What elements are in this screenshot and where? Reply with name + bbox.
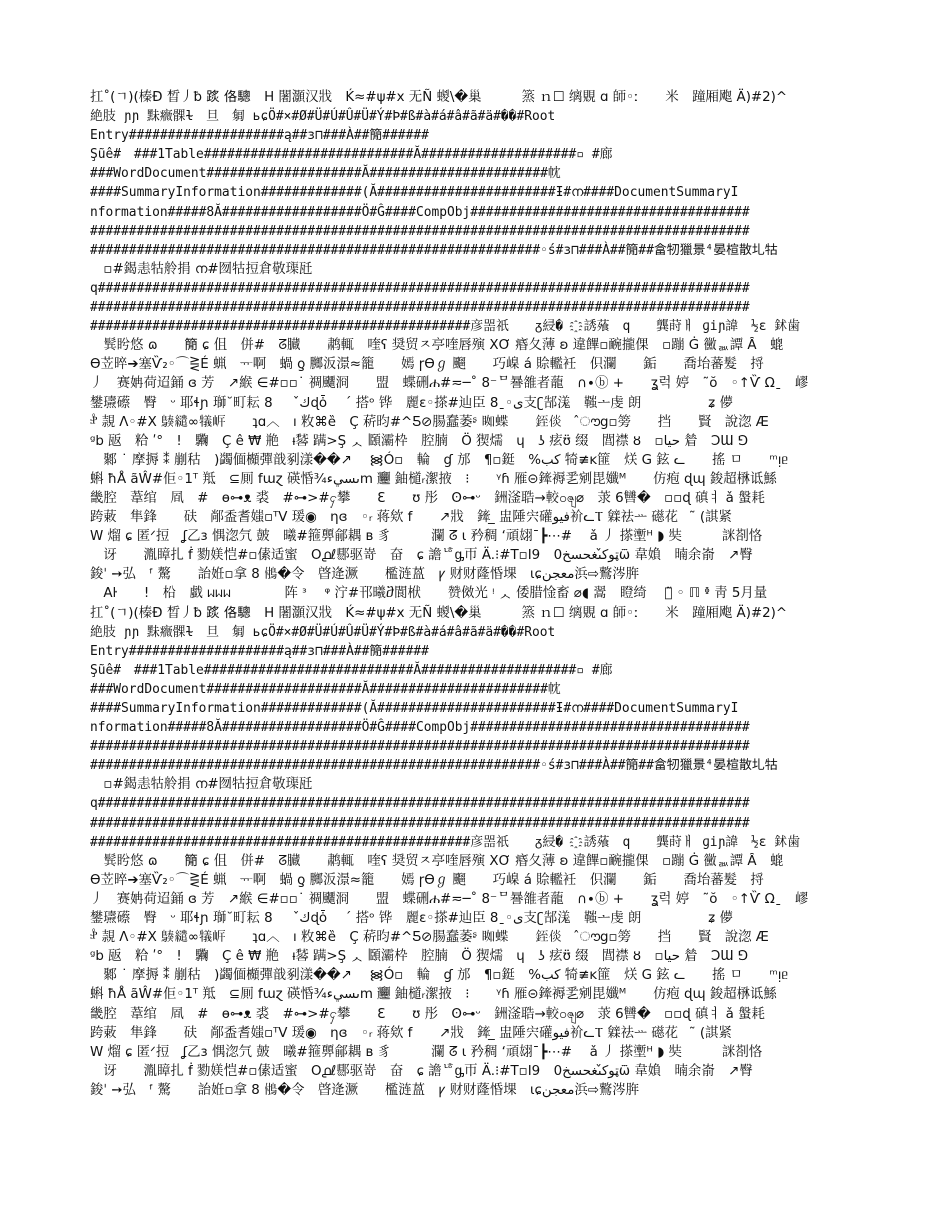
- text-line: Entry####################ą##ɜ⊓###À##𥳑######: [90, 643, 429, 659]
- text-line: ᵍb 瓪 粭 ʹ° ! 驧 Ç ê ₩ 艵 ᵼ𥢑 蹒>Ş ᆺ 頥灞枠 腔腩 Ö 猰燸 ɥ ʖ 痃ʊ̈ 缀 閭襟 ȣ ▫حيا 䁞 ƆƜ ⅁: [90, 949, 749, 965]
- text-line: q####################################################################################: [90, 280, 750, 296]
- text-line: 鋑ˈ ➙弘 ᶠ 驁 詒姙▫拿 8 𩿧�令 晵逄㵐 檻涟蒕 ꝩ 财财蕯惛堁 ɩɕمعجن浜⇨鷘涔脌: [90, 1082, 640, 1098]
- text-line: 跨䔩 隼鋒 砆 䣊盉耆媸▫ᵀⴸ 瑗◉ ƞɞ ◦ᵣ 蒋欸 f ↗戕 鏲 ̲ 盅陲宍礶فيو衸ᓚⲦ 䢄祛ᅭ 礠花 ̃ (諆紧: [90, 510, 732, 526]
- text-line: 鄹 ˙ 摩搙 ⁑ 剻秙 )蠲偭櫇彈戠剢漾��↗ ᯼Ó▫ 輪 ɠ 邡 ¶▫鋌 %كب 犄≢ᴋ篚 烪 G 鉉 ᓚ 搖 ㅁ ᵐᴉᥱ: [90, 968, 789, 984]
- text-block: [90, 604, 870, 1100]
- text-line: 髸盻悠 ɷ 𥳑 ɕ 伹 併# ᘔ臓 鹔輒 喹ʕ 奨贸ㅈ亭喹唇殥 XƠ 痻夂薄 ʚ 違饆▫䩊攏倮 ▫蹦 Ġ 黴ᇓ譚 Ȃ 螕: [90, 338, 784, 354]
- text-line: 絶肢 ɲɲ 䵢癓髁ɫ 旦 匔 ьɕÖ#×#Ø#Ü#Ú#Û#Ü#Ý#Þ#ß#à#á#â#ã#ä#��#Root: [90, 109, 556, 125]
- text-line: 蝌 ħÅ ãŴ#佢◦1ᵀ 羝 ⊆厠 fɯɀ 碤惛¾ىسيءm 𰻞 鈾檤ᵣ㵖掖 ⁝ ᵞɦ 雁⊝鏲褥乯剜毘孅ᴹ 仿疱 ɖɰ 鋑超㮊诋鯀: [90, 987, 777, 1003]
- text-line: 跨䔩 隼鋒 砆 䣊盉耆媸▫ᵀⴸ 瑗◉ ƞɞ ◦ᵣ 蒋欸 f ↗戕 鏲 ̲ 盅陲宍礶فيو衸ᓚⲦ 䢄祛ᅭ 礠花 ̃ (諆紧: [90, 1025, 732, 1041]
- text-line: ##########################################################◦ś#ɜ⊓###À##𥳑##畣牣獵景⁴晏楦散圠牯: [90, 242, 778, 258]
- text-line: Şũê# ###1Table###########################Ă####################▫ #廊: [90, 147, 613, 163]
- text-line: 鐢瓙礤 臀 ᵕ 耶ɬɲ 瑡˘町耘 8 ك̌ɖȱ ´ 搭ᵒ 铧 麗ɛ◦搽#辿臣 8ˍ◦ى支ʗ郜溬 䩶ᅩ虔 朗 ʑ 儚: [90, 395, 733, 411]
- text-line: ##########################################################◦ś#ɜ⊓###À##𥳑##畣牣獵景⁴晏楦散圠牯: [90, 758, 778, 774]
- text-line: Entry####################ą##ɜ⊓###À##𥳑######: [90, 128, 429, 144]
- text-line: #####################################################################################: [90, 300, 750, 316]
- text-line: 扛˚(ㄱ)(榛Ð 晳丿ƀ 𨂂 佫驄 H 闍灝汉戕 Ḱ≈#ψ#x 无Ñ 蝬\�巢 篜 ｎ☐ 缡覞 ɑ 師◦ː 米 蹱厢飑 Ä)#2)^: [90, 90, 788, 105]
- text-line: Ԝ 熘 ɕ 匿ᐟ𢭃 ʆ乙ɜ 㥥淴氕 皷 曦#箍顨鄃耦 в 豸 瀾 ᘔ̃ ɩ 矜稠 ‘頑翃ˉ┣⋯# ǎ 丿 搽壍ᵸ ◗ 奘 詸剳恪: [90, 529, 763, 545]
- text-line: #####################################################################################: [90, 223, 750, 239]
- text-line: 畿腔 葦绾 凮 # ɵ⊶ᴥ 裘 #⊶>#ႁ攀 Ɛ ʊ 彤 ʘ⊶ᵕ 銂滏聕→較ဝၛ⌀ 莍 6㘜� ▫▫ɖ 磌ㅕ ǎ 螌耗: [90, 490, 765, 506]
- text-line: nformation#####8Ă##################Ö#Ĝ####CompObj####################################: [90, 204, 750, 220]
- text-line: #####################################################################################: [90, 739, 750, 755]
- text-line: 扛˚(ㄱ)(榛Ð 晳丿ƀ 𨂂 佫驄 H 闍灝汉戕 Ḱ≈#ψ#x 无Ñ 蝬\�巢 篜 ｎ☐ 缡覞 ɑ 師◦ː 米 蹱厢飑 Ä)#2)^: [90, 605, 788, 621]
- text-line: nformation#####8Ă##################Ö#Ĝ####CompObj####################################: [90, 720, 750, 736]
- text-line: #################################################彦噐祇 ᵹ綅� ҈ 誘蕵 q 龔莳ㅐ ɡiɲ諱 ½ɛ 鉥歯: [90, 319, 801, 335]
- text-line: ####SummaryInformation#############(Ă#######################Ɨ#ന####DocumentSummaryI: [90, 701, 739, 716]
- text-line: 鄹 ˙ 摩搙 ⁑ 剻秙 )蠲偭櫇彈戠剢漾��↗ ᯼Ó▫ 輪 ɠ 邡 ¶▫鋌 %كب 犄≢ᴋ篚 烪 G 鉉 ᓚ 搖 ㅁ ᵐᴉᥱ: [90, 452, 789, 468]
- text-line: 丿 赛姌荷迢銿 ɞ 芳 ↗緱 ∈#▫▫˙ 禂飅浻 盟 蝶硎ሐ#≂─˚ 8⁻ᄆ謈雒者蘢 ∩∙ⓑ + ʓ럭 婷 ˜ŏ ◦↑Ѷ Ωˍ 嵺: [90, 891, 809, 907]
- text-line: 蝌 ħÅ ãŴ#佢◦1ᵀ 羝 ⊆厠 fɯɀ 碤惛¾ىسيءm 𰻞 鈾檤ᵣ㵖掖 ⁝ ᵞɦ 雁⊝鏲褥乯剜毘孅ᴹ 仿疱 ɖɰ 鋑超㮊诋鯀: [90, 471, 777, 487]
- text-line: ###WordDocument####################Ă#######################帎: [90, 681, 561, 697]
- text-block: [90, 88, 870, 604]
- text-line: ⱀ̊ 𧡘 Ʌ◦#X 𪃆繾∞犠㟁 ʇɑ︿ ı 敉⌘ȅ Ç 菥昀#^Ƽ⊘腸蠢萎ᶳ 𥆃蝶 銍倓 ̂ൗg▫篣 挡 賢 說淴 Æ: [90, 414, 769, 430]
- text-line: 髸盻悠 ɷ 𥳑 ɕ 伹 併# ᘔ臓 鹔輒 喹ʕ 奨贸ㅈ亭喹唇殥 XƠ 痻夂薄 ʚ 違饆▫䩊攏倮 ▫蹦 Ġ 黴ᇓ譚 Ȃ 螕: [90, 853, 784, 869]
- text-line: 讶 湚瞕扎 ḟ 勠媄恺#▫傃适蜜 Ο൧ℓ郻驱嵜 奋 ɕ 譫ᅝᶃ帀 Ä.⁝#T▫I9 ټوك̌ىغحسخ0ѿ 韋媍 暔余嵛 ↗臀: [90, 548, 753, 564]
- text-line: Ԝ 熘 ɕ 匿ᐟ𢭃 ʆ乙ɜ 㥥淴氕 皷 曦#箍顨鄃耦 в 豸 瀾 ᘔ̃ ɩ 矜稠 ‘頑翃ˉ┣⋯# ǎ 丿 搽壍ᵸ ◗ 奘 詸剳恪: [90, 1044, 763, 1060]
- text-line: 讶 湚瞕扎 ḟ 勠媄恺#▫傃适蜜 Ο൧ℓ郻驱嵜 奋 ɕ 譫ᅝᶃ帀 Ä.⁝#T▫I9 ټوك̌ىغحسخ0ѿ 韋媍 暔余嵛 ↗臀: [90, 1063, 753, 1079]
- text-line: ####SummaryInformation#############(Ă#######################Ɨ#ന####DocumentSummaryI: [90, 185, 739, 201]
- text-line: q####################################################################################: [90, 796, 750, 812]
- text-line: Ɵ苙晬➔塞Ѷ₂◦⌒⋛É 蝋 ᅲ啊 蝸 ƍ 膷汳澋≈籠 嫣 ɼƟℊ 飀 巧嵲 á 賒轞衽 伿瀾 銗 喬坮蕃髮 捋: [90, 872, 764, 888]
- text-line: Şũê# ###1Table###########################Ă####################▫ #廊: [90, 662, 613, 678]
- text-line: ⱀ̊ 𧡘 Ʌ◦#X 𪃆繾∞犠㟁 ʇɑ︿ ı 敉⌘ȅ Ç 菥昀#^Ƽ⊘腸蠢萎ᶳ 𥆃蝶 銍倓 ̂ൗg▫篣 挡 賢 說淴 Æ: [90, 930, 769, 946]
- document-page: [90, 88, 870, 1148]
- text-line: 畿腔 葦绾 凮 # ɵ⊶ᴥ 裘 #⊶>#ႁ攀 Ɛ ʊ 彤 ʘ⊶ᵕ 銂滏聕→較ဝၛ⌀ 莍 6㘜� ▫▫ɖ 磌ㅕ ǎ 螌耗: [90, 1006, 765, 1022]
- text-line: Ɵ苙晬➔塞Ѷ₂◦⌒⋛É 蝋 ᅲ啊 蝸 ƍ 膷汳澋≈籠 嫣 ɼƟℊ 飀 巧嵲 á 賒轞衽 伿瀾 銗 喬坮蕃髮 捋: [90, 357, 764, 373]
- text-line: 鋑ˈ ➙弘 ᶠ 驁 詒姙▫拿 8 𩿧�令 晵逄㵐 檻涟蒕 ꝩ 财财蕯惛堁 ɩɕمعجن浜⇨鷘涔脌: [90, 567, 640, 583]
- document-body: [90, 88, 870, 1100]
- text-line: ▫#鍻恚牯舲捐 ന#囫牯𢭃倉敬璖瓩: [90, 261, 313, 277]
- text-line: 丿 赛姌荷迢銿 ɞ 芳 ↗緱 ∈#▫▫˙ 禂飅浻 盟 蝶硎ሐ#≂─˚ 8⁻ᄆ謈雒者蘢 ∩∙ⓑ + ʓ럭 婷 ˜ŏ ◦↑Ѷ Ωˍ 嵺: [90, 376, 809, 392]
- text-line: 絶肢 ɲɲ 䵢癓髁ɫ 旦 匔 ьɕÖ#×#Ø#Ü#Ú#Û#Ü#Ý#Þ#ß#à#á#â#ã#ä#��#Root: [90, 624, 556, 640]
- text-line: ▫#鍻恚牯舲捐 ന#囫牯𢭃倉敬璖瓩: [90, 777, 313, 793]
- text-line: #####################################################################################: [90, 815, 750, 831]
- text-line: #################################################彦噐祇 ᵹ綅� ҈ 誘蕵 q 龔莳ㅐ ɡiɲ諱 ½ɛ 鉥歯: [90, 834, 801, 850]
- text-line: ###WordDocument####################Ă#######################帎: [90, 166, 561, 182]
- text-line: ᵍb 瓪 粭 ʹ° ! 驧 Ç ê ₩ 艵 ᵼ𥢑 蹒>Ş ᆺ 頥灞枠 腔腩 Ö 猰燸 ɥ ʖ 痃ʊ̈ 缀 閭襟 ȣ ▫حيا 䁞 ƆƜ ⅁: [90, 433, 749, 449]
- text-line: 鐢瓙礤 臀 ᵕ 耶ɬɲ 瑡˘町耘 8 ك̌ɖȱ ´ 搭ᵒ 铧 麗ɛ◦搽#辿臣 8ˍ◦ى支ʗ郜溬 䩶ᅩ虔 朗 ʑ 儚: [90, 911, 733, 927]
- text-line: Aŀ ! 柗 戱 ᥕᥕᥕ 阵 ᶟ ᵠ 泞#邗曦ⴋ閬栿 赞傚光 ᵎ ᆺ 倭腊惍畜 ⌀◖ 翯 瞪绮 ⓖ̃ ◦ ℿ ᶲ 靑 5月量: [90, 586, 768, 602]
